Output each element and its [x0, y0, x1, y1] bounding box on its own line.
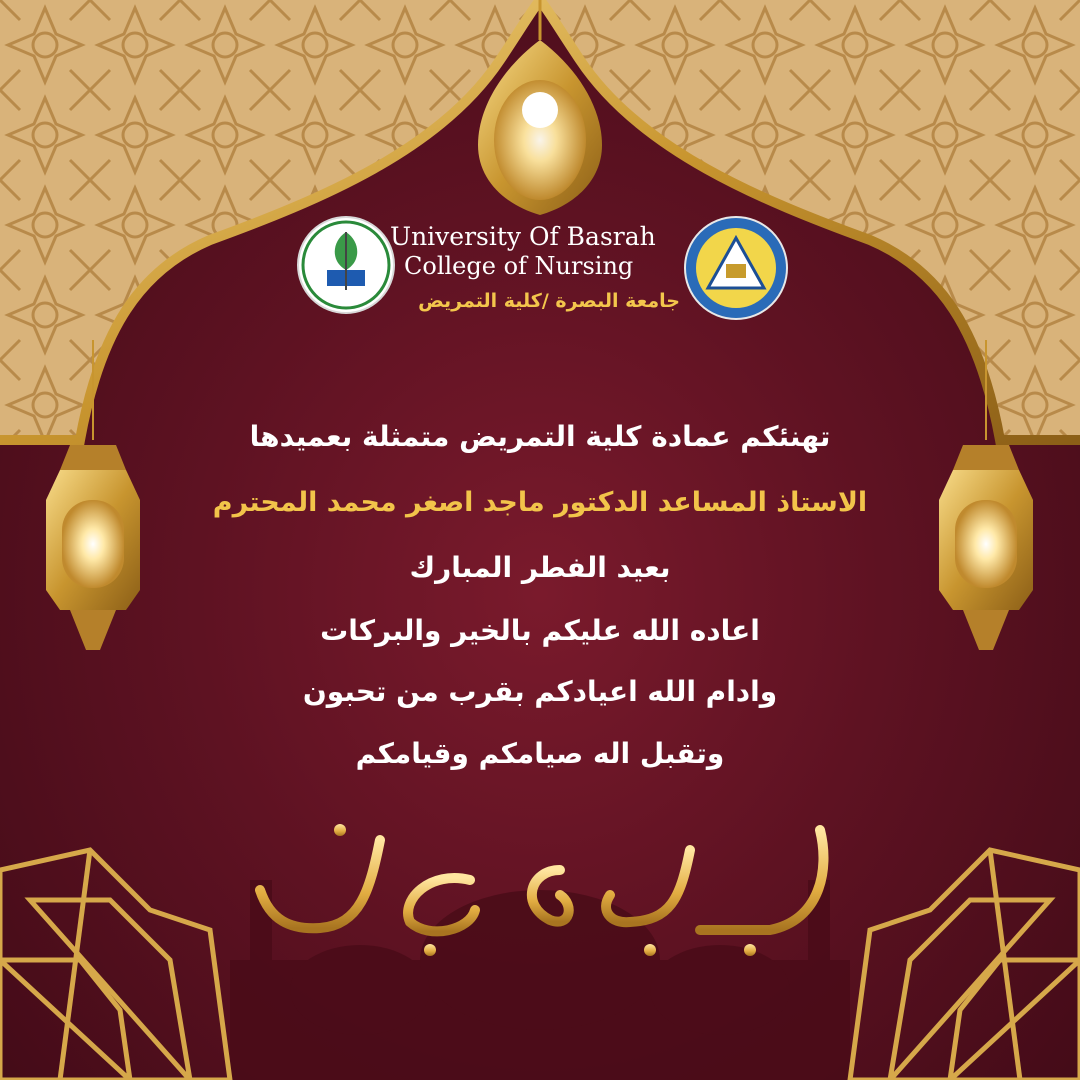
university-name-block: [390, 222, 680, 280]
message-line-2: الاستاذ المساعد الدكتور ماجد اصغر محمد المحترم: [212, 487, 868, 518]
message-line-3: بعيد الفطر المبارك: [409, 551, 671, 584]
eid-calligraphy-artwork: [230, 810, 850, 970]
nursing-college-seal-icon: [297, 216, 395, 314]
bottom-left-ornament: [0, 850, 230, 1080]
message-line-6: وتقبل اله صيامكم وقيامكم: [355, 737, 725, 770]
arabic-subtitle: جامعة البصرة /كلية التمريض: [418, 290, 680, 312]
university-of-basrah-seal-icon: [684, 216, 788, 320]
message-line-5: وادام الله اعيادكم بقرب من تحبون: [302, 675, 778, 708]
bottom-right-ornament: [850, 850, 1080, 1080]
message-line-1: تهنئكم عمادة كلية التمريض متمثلة بعميدها: [249, 420, 831, 453]
college-name: College of Nursing: [404, 252, 634, 280]
message-line-4: اعاده الله عليكم بالخير والبركات: [320, 614, 760, 647]
university-name: University Of Basrah: [390, 222, 656, 251]
